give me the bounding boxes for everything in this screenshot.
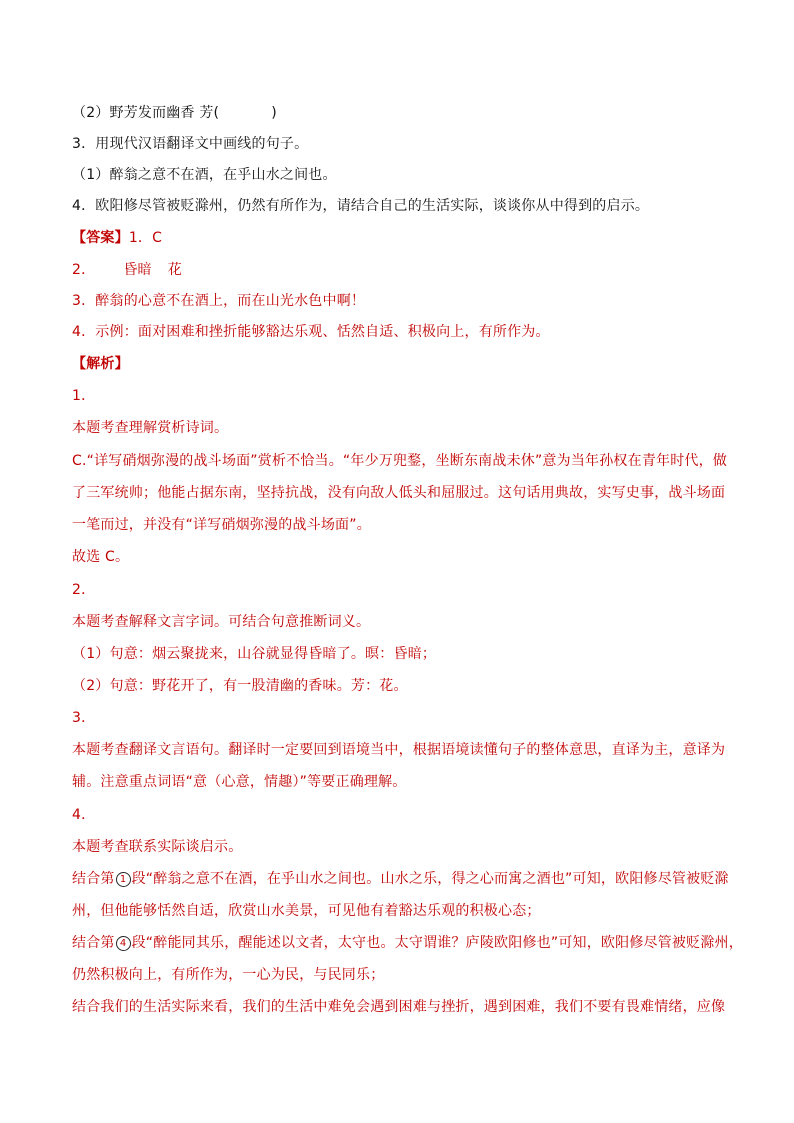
analysis-num-3: 3．	[72, 710, 96, 726]
q3-item-1: （1）醉翁之意不在酒，在乎山水之间也。	[72, 167, 337, 183]
analysis-3-line-2: 辅。注意重点词语“意（心意，情趣）”等要正确理解。	[72, 774, 407, 790]
answer-tag: 【答案】	[72, 230, 129, 246]
q3-stem: 3．用现代汉语翻译文中画线的句子。	[72, 136, 309, 152]
answer-1: 1．C	[128, 230, 163, 246]
analysis-4-a-line-1: 结合第 1 段“醉翁之意不在酒，在乎山水之间也。山水之乐，得之心而寓之酒也”可知，欧阳修尽管被贬滁	[72, 871, 729, 887]
answer-2-word-2: 花	[167, 262, 182, 278]
analysis-1-intro: 本题考查理解赏析诗词。	[72, 420, 229, 436]
analysis-2-item-2: （2）句意：野花开了，有一股清幽的香味。芳：花。	[72, 678, 408, 694]
q2-item-2-close: )	[271, 105, 277, 121]
analysis-num-4: 4．	[72, 807, 96, 823]
analysis-4-b-line-1: 结合第 4 段“醉能同其乐，醒能述以文者，太守也。太守谓谁？庐陵欧阳修也”可知，欧阳修尽管被贬滁州，	[72, 935, 743, 951]
analysis-4-intro: 本题考查联系实际谈启示。	[72, 839, 243, 855]
analysis-4-a-line-2: 州，但他能够恬然自适，欣赏山水美景，可见他有着豁达乐观的积极心态；	[72, 903, 541, 919]
analysis-tag: 【解析】	[72, 356, 129, 372]
analysis-4-b-line-2: 仍然积极向上，有所作为，一心为民，与民同乐；	[72, 967, 385, 983]
circled-number: 1	[116, 872, 131, 887]
q2-item-2-text: （2）野芳发而幽香 芳(	[72, 105, 220, 121]
analysis-2-item-1: （1）句意：烟云聚拢来，山谷就显得昏暗了。暝：昏暗；	[72, 646, 437, 662]
circled-number: 4	[116, 936, 131, 951]
q2-item-2	[72, 103, 277, 123]
answer-2-word-1: 昏暗	[123, 262, 152, 278]
answer-4: 4．示例：面对困难和挫折能够豁达乐观、恬然自适、积极向上，有所作为。	[72, 324, 550, 340]
q4-stem: 4．欧阳修尽管被贬滁州，仍然有所作为，请结合自己的生活实际，谈谈你从中得到的启示。	[72, 198, 650, 214]
answer-line-2	[72, 260, 182, 280]
analysis-num-2: 2．	[72, 582, 96, 598]
answer-line-1	[72, 228, 162, 248]
answer-3: 3．醉翁的心意不在酒上，而在山光水色中啊！	[72, 293, 366, 309]
analysis-1-line-1: C.“详写硝烟弥漫的战斗场面”赏析不恰当。“年少万兜鍪，坐断东南战未休”意为当年孙权在青年时代，做	[72, 453, 728, 469]
analysis-1-conclusion: 故选 C。	[72, 549, 130, 565]
analysis-num-1: 1．	[72, 388, 96, 404]
analysis-1-line-3: 一笔而过，并没有“详写硝烟弥漫的战斗场面”。	[72, 517, 371, 533]
analysis-4-c-line-1: 结合我们的生活实际来看，我们的生活中难免会遇到困难与挫折，遇到困难，我们不要有畏难情绪，应像	[72, 999, 726, 1015]
analysis-2-intro: 本题考查解释文言字词。可结合句意推断词义。	[72, 614, 371, 630]
analysis-1-line-2: 了三军统帅；他能占据东南，坚持抗战，没有向敌人低头和屈服过。这句话用典故，实写史事，战斗场面	[72, 485, 726, 501]
analysis-3-line-1: 本题考查翻译文言语句。翻译时一定要回到语境当中，根据语境读懂句子的整体意思，直译为主，意译为	[72, 742, 726, 758]
answer-2-num: 2．	[72, 262, 96, 278]
